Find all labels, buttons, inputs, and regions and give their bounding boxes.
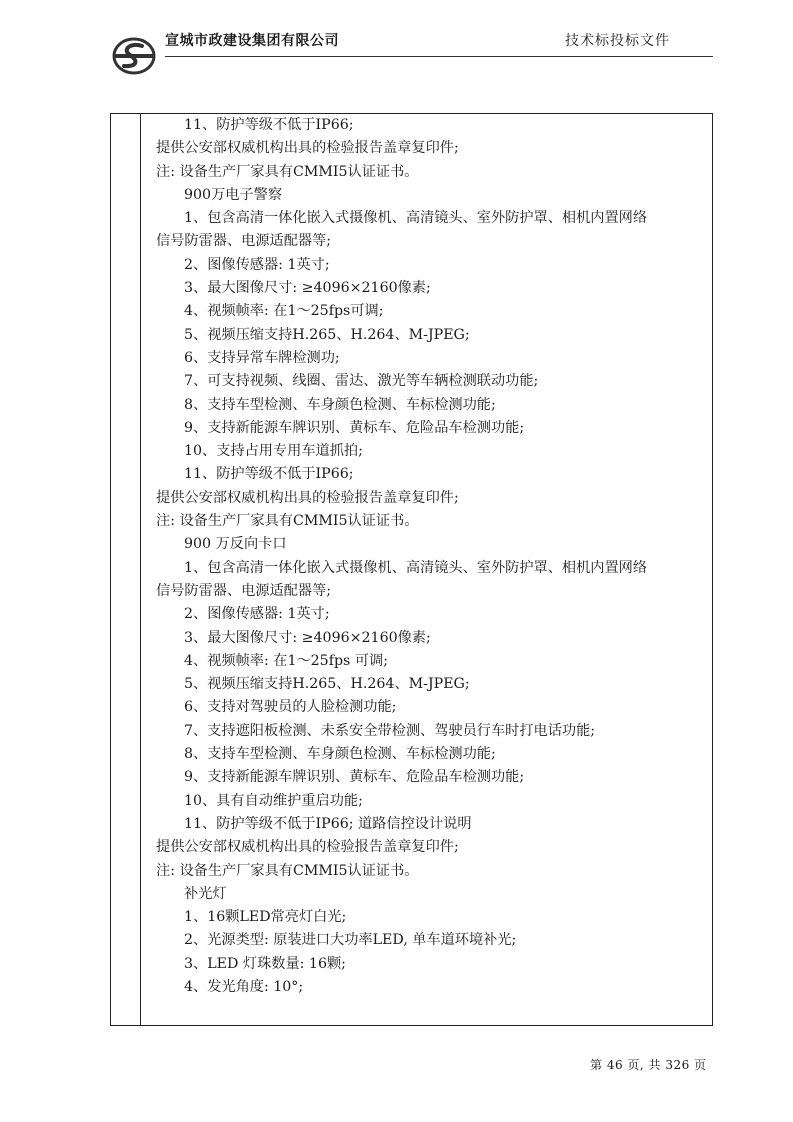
spec-line: 11、防护等级不低于IP66;	[184, 117, 354, 133]
spec-content	[156, 114, 704, 999]
spec-line: 11、防护等级不低于IP66;	[184, 466, 354, 483]
spec-line: 1、16颗LED常亮灯白光;	[184, 909, 347, 926]
table-column-divider	[140, 113, 141, 1026]
spec-line: 8、支持车型检测、车身颜色检测、车标检测功能;	[184, 396, 496, 413]
spec-line: 6、支持异常车牌检测功;	[184, 349, 340, 366]
spec-line: 提供公安部权威机构出具的检验报告盖章复印件;	[156, 489, 459, 506]
spec-line: 2、光源类型: 原装进口大功率LED, 单车道环境补光;	[184, 932, 517, 949]
spec-line: 信号防雷器、电源适配器等;	[156, 582, 332, 599]
spec-line: 4、视频帧率: 在1～25fps可调;	[184, 303, 384, 320]
spec-line: 9、支持新能源车牌识别、黄标车、危险品车检测功能;	[184, 769, 525, 786]
spec-line: 900万电子警察	[184, 186, 283, 203]
spec-line: 1、包含高清一体化嵌入式摄像机、高清镜头、室外防护罩、相机内置网络	[184, 559, 648, 576]
spec-line: 注: 设备生产厂家具有CMMI5认证证书。	[156, 513, 419, 530]
spec-line: 1、包含高清一体化嵌入式摄像机、高清镜头、室外防护罩、相机内置网络	[184, 210, 648, 227]
spec-line: 信号防雷器、电源适配器等;	[156, 233, 332, 250]
company-name: 宣城市政建设集团有限公司	[165, 33, 339, 49]
spec-line: 9、支持新能源车牌识别、黄标车、危险品车检测功能;	[184, 419, 525, 436]
spec-line: 提供公安部权威机构出具的检验报告盖章复印件;	[156, 140, 459, 157]
spec-line: 7、可支持视频、线圈、雷达、激光等车辆检测联动功能;	[184, 373, 539, 390]
spec-line: 6、支持对驾驶员的人脸检测功能;	[184, 699, 397, 716]
spec-line: 5、视频压缩支持H.265、H.264、M-JPEG;	[184, 676, 470, 693]
document-type: 技术标投标文件	[565, 33, 670, 49]
page-number: 第 46 页, 共 326 页	[590, 1058, 707, 1072]
spec-line: 5、视频压缩支持H.265、H.264、M-JPEG;	[184, 326, 470, 343]
page-header	[0, 0, 793, 90]
spec-line: 2、图像传感器: 1英寸;	[184, 606, 330, 623]
spec-line: 注: 设备生产厂家具有CMMI5认证证书。	[156, 163, 419, 180]
header-rule	[165, 56, 713, 57]
spec-line: 4、发光角度: 10°;	[184, 978, 304, 995]
spec-line: 3、最大图像尺寸: ≥4096×2160像素;	[184, 280, 431, 297]
spec-line: 8、支持车型检测、车身颜色检测、车标检测功能;	[184, 746, 496, 763]
spec-line: 2、图像传感器: 1英寸;	[184, 256, 330, 273]
spec-line: 注: 设备生产厂家具有CMMI5认证证书。	[156, 862, 419, 879]
spec-line: 补光灯	[184, 885, 227, 902]
spec-line: 900 万反向卡口	[184, 536, 287, 553]
company-logo-icon	[112, 36, 156, 76]
spec-line: 3、LED 灯珠数量: 16颗;	[184, 955, 346, 972]
spec-line: 3、最大图像尺寸: ≥4096×2160像素;	[184, 629, 431, 646]
spec-line: 4、视频帧率: 在1～25fps 可调;	[184, 652, 388, 669]
spec-line: 7、支持遮阳板检测、未系安全带检测、驾驶员行车时打电话功能;	[184, 722, 596, 739]
spec-line: 10、具有自动维护重启功能;	[184, 792, 363, 809]
spec-line: 11、防护等级不低于IP66; 道路信控设计说明	[184, 815, 472, 832]
spec-line: 10、支持占用专用车道抓拍;	[184, 443, 363, 460]
spec-line: 提供公安部权威机构出具的检验报告盖章复印件;	[156, 839, 459, 856]
